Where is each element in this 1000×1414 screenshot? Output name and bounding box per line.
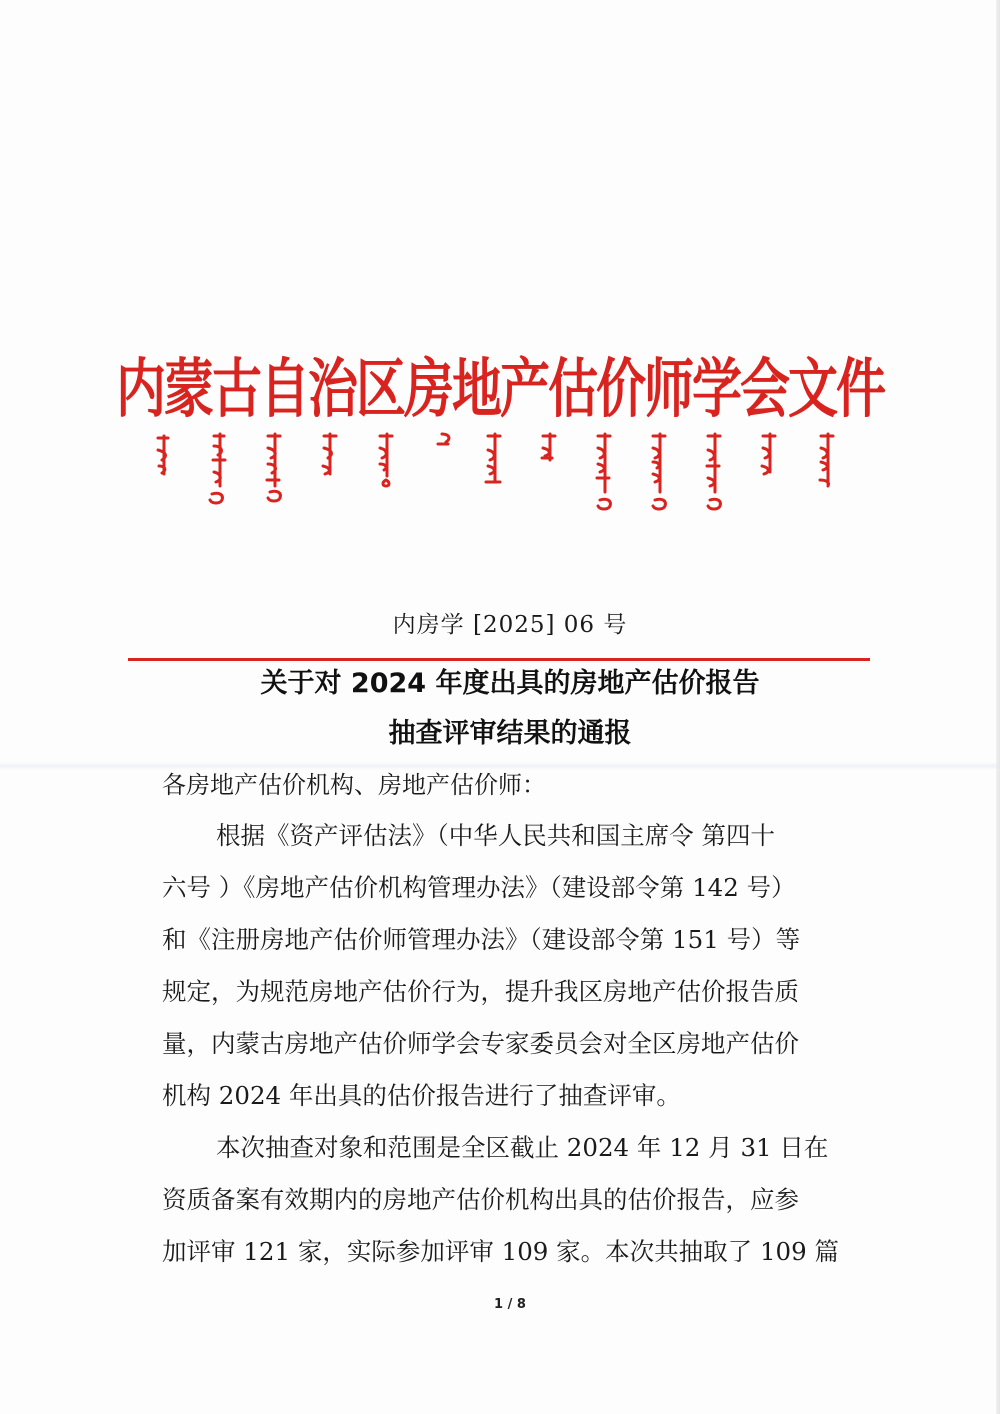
body-line: 量，内蒙古房地产估价师学会专家委员会对全区房地产估价 — [162, 1029, 799, 1058]
notice-title-line-1: 关于对 2024 年度出具的房地产估价报告 — [260, 668, 760, 699]
body-line: 本次抽查对象和范围是全区截止 2024 年 12 月 31 日在 — [216, 1133, 829, 1162]
page-number: 1 / 8 — [494, 1297, 526, 1312]
body-line: 加评审 121 家，实际参加评审 109 家。本次共抽取了 109 篇 — [162, 1237, 840, 1266]
salutation: 各房地产估价机构、房地产估价师： — [162, 771, 546, 799]
org-letterhead-title: 内蒙古自治区房地产估价师学会文件 — [116, 352, 884, 427]
body-line: 规定，为规范房地产估价行为，提升我区房地产估价报告质 — [162, 977, 799, 1006]
body-line: 和《注册房地产估价师管理办法》（建设部令第 151 号）等 — [162, 925, 801, 954]
mongolian-script-line — [150, 428, 850, 523]
scan-edge — [996, 0, 1000, 1414]
body-line: 根据《资产评估法》（中华人民共和国主席令 第四十 — [216, 821, 776, 850]
notice-title-line-2: 抽查评审结果的通报 — [388, 718, 632, 749]
body-line: 机构 2024 年出具的估价报告进行了抽查评审。 — [162, 1081, 681, 1110]
body-line: 资质备案有效期内的房地产估价机构出具的估价报告，应参 — [162, 1185, 799, 1214]
body-line: 六号 ）《房地产估价机构管理办法》（建设部令第 142 号） — [162, 873, 796, 902]
document-number: 内房学 [2025] 06 号 — [392, 612, 628, 638]
